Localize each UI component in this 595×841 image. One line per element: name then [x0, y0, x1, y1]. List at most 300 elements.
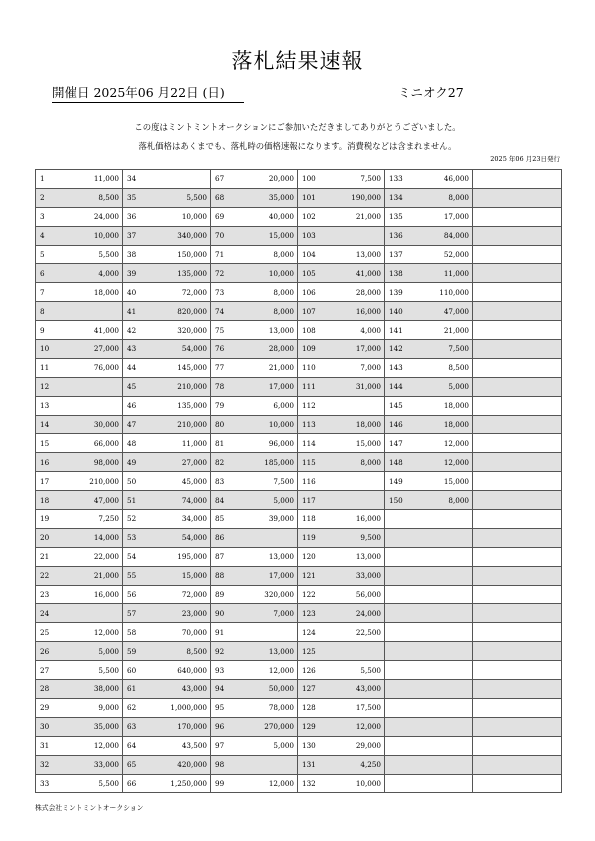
lot-number: 63 [123, 717, 147, 736]
winning-price: 18,000 [409, 415, 473, 434]
winning-price: 7,500 [409, 340, 473, 359]
lot-number: 76 [211, 340, 235, 359]
empty-cell [473, 472, 562, 491]
winning-price: 640,000 [147, 661, 211, 680]
table-row [36, 528, 562, 547]
lot-number: 146 [385, 415, 409, 434]
winning-price: 47,000 [409, 302, 473, 321]
lot-number: 106 [298, 283, 322, 302]
winning-price: 210,000 [147, 377, 211, 396]
lot-number: 34 [123, 170, 147, 189]
table-row [36, 188, 562, 207]
lot-number: 114 [298, 434, 322, 453]
lot-number: 23 [36, 585, 60, 604]
lot-number: 129 [298, 717, 322, 736]
table-row [36, 491, 562, 510]
empty-cell [473, 510, 562, 529]
winning-price [322, 226, 385, 245]
winning-price: 17,000 [322, 340, 385, 359]
lot-number: 32 [36, 755, 60, 774]
lot-number: 20 [36, 528, 60, 547]
empty-cell [473, 321, 562, 340]
winning-price: 28,000 [235, 340, 298, 359]
table-row [36, 774, 562, 793]
lot-number: 109 [298, 340, 322, 359]
lot-number: 142 [385, 340, 409, 359]
empty-cell [473, 396, 562, 415]
winning-price: 47,000 [60, 491, 123, 510]
lot-number [385, 585, 409, 604]
winning-price: 1,000,000 [147, 698, 211, 717]
lot-number: 110 [298, 358, 322, 377]
empty-cell [473, 264, 562, 283]
winning-price: 10,000 [147, 207, 211, 226]
winning-price [322, 396, 385, 415]
lot-number: 56 [123, 585, 147, 604]
winning-price: 210,000 [147, 415, 211, 434]
lot-number: 31 [36, 736, 60, 755]
lot-number [385, 547, 409, 566]
winning-price [409, 755, 473, 774]
winning-price: 33,000 [322, 566, 385, 585]
lot-number: 144 [385, 377, 409, 396]
empty-cell [473, 170, 562, 189]
winning-price [235, 755, 298, 774]
winning-price: 8,500 [409, 358, 473, 377]
winning-price: 8,000 [235, 245, 298, 264]
winning-price: 4,000 [322, 321, 385, 340]
winning-price: 16,000 [60, 585, 123, 604]
winning-price: 4,250 [322, 755, 385, 774]
winning-price: 8,500 [60, 188, 123, 207]
lot-number: 52 [123, 510, 147, 529]
lot-number: 150 [385, 491, 409, 510]
winning-price: 27,000 [147, 453, 211, 472]
winning-price: 72,000 [147, 283, 211, 302]
lot-number: 12 [36, 377, 60, 396]
winning-price: 8,000 [322, 453, 385, 472]
lot-number [385, 623, 409, 642]
lot-number: 4 [36, 226, 60, 245]
lot-number: 51 [123, 491, 147, 510]
lot-number: 8 [36, 302, 60, 321]
lot-number: 13 [36, 396, 60, 415]
table-row [36, 717, 562, 736]
lot-number: 30 [36, 717, 60, 736]
winning-price [409, 604, 473, 623]
lot-number [385, 528, 409, 547]
winning-price: 21,000 [322, 207, 385, 226]
auction-name: ミニオク27 [398, 85, 464, 100]
winning-price: 8,500 [147, 642, 211, 661]
lot-number: 2 [36, 188, 60, 207]
lot-number: 81 [211, 434, 235, 453]
lot-number: 65 [123, 755, 147, 774]
lot-number: 136 [385, 226, 409, 245]
lot-number: 11 [36, 358, 60, 377]
lot-number: 17 [36, 472, 60, 491]
lot-number: 141 [385, 321, 409, 340]
lot-number [385, 604, 409, 623]
winning-price [409, 642, 473, 661]
winning-price: 320,000 [235, 585, 298, 604]
winning-price: 11,000 [147, 434, 211, 453]
winning-price: 8,000 [409, 188, 473, 207]
lot-number: 85 [211, 510, 235, 529]
winning-price [409, 717, 473, 736]
lot-number: 53 [123, 528, 147, 547]
winning-price: 12,000 [60, 623, 123, 642]
auction-date: 開催日 2025年06 月22日 (日) [52, 83, 244, 103]
winning-price: 195,000 [147, 547, 211, 566]
lot-number: 105 [298, 264, 322, 283]
winning-price [60, 302, 123, 321]
lot-number: 67 [211, 170, 235, 189]
lot-number: 69 [211, 207, 235, 226]
lot-number: 14 [36, 415, 60, 434]
lot-number: 47 [123, 415, 147, 434]
lot-number: 40 [123, 283, 147, 302]
winning-price: 320,000 [147, 321, 211, 340]
winning-price: 270,000 [235, 717, 298, 736]
lot-number: 73 [211, 283, 235, 302]
winning-price: 13,000 [235, 642, 298, 661]
results-body [36, 170, 562, 793]
lot-number: 43 [123, 340, 147, 359]
table-row [36, 340, 562, 359]
winning-price: 12,000 [235, 661, 298, 680]
lot-number: 86 [211, 528, 235, 547]
lot-number: 39 [123, 264, 147, 283]
winning-price: 5,000 [235, 491, 298, 510]
lot-number: 82 [211, 453, 235, 472]
lot-number [385, 755, 409, 774]
lot-number: 111 [298, 377, 322, 396]
winning-price: 21,000 [409, 321, 473, 340]
lot-number: 42 [123, 321, 147, 340]
lot-number: 25 [36, 623, 60, 642]
winning-price: 820,000 [147, 302, 211, 321]
lot-number: 100 [298, 170, 322, 189]
winning-price [409, 661, 473, 680]
winning-price: 39,000 [235, 510, 298, 529]
table-row [36, 623, 562, 642]
table-row [36, 226, 562, 245]
winning-price: 54,000 [147, 340, 211, 359]
empty-cell [473, 698, 562, 717]
lot-number: 131 [298, 755, 322, 774]
lot-number: 140 [385, 302, 409, 321]
lot-number: 127 [298, 680, 322, 699]
lot-number: 77 [211, 358, 235, 377]
empty-cell [473, 340, 562, 359]
winning-price: 22,000 [60, 547, 123, 566]
table-row [36, 453, 562, 472]
lot-number: 46 [123, 396, 147, 415]
winning-price: 43,000 [322, 680, 385, 699]
lot-number: 149 [385, 472, 409, 491]
winning-price: 340,000 [147, 226, 211, 245]
lot-number: 96 [211, 717, 235, 736]
lot-number: 5 [36, 245, 60, 264]
empty-cell [473, 302, 562, 321]
empty-cell [473, 736, 562, 755]
lot-number: 145 [385, 396, 409, 415]
winning-price: 5,500 [60, 774, 123, 793]
winning-price [409, 528, 473, 547]
lot-number: 59 [123, 642, 147, 661]
winning-price: 5,000 [60, 642, 123, 661]
lot-number [385, 774, 409, 793]
table-row [36, 604, 562, 623]
winning-price: 30,000 [60, 415, 123, 434]
lot-number: 66 [123, 774, 147, 793]
winning-price: 190,000 [322, 188, 385, 207]
winning-price [409, 698, 473, 717]
lot-number: 139 [385, 283, 409, 302]
lot-number: 108 [298, 321, 322, 340]
winning-price: 18,000 [60, 283, 123, 302]
empty-cell [473, 377, 562, 396]
table-row [36, 585, 562, 604]
winning-price: 13,000 [235, 321, 298, 340]
lot-number: 15 [36, 434, 60, 453]
table-row [36, 680, 562, 699]
lot-number: 70 [211, 226, 235, 245]
winning-price: 28,000 [322, 283, 385, 302]
lot-number: 35 [123, 188, 147, 207]
lot-number: 87 [211, 547, 235, 566]
lot-number: 54 [123, 547, 147, 566]
lot-number: 38 [123, 245, 147, 264]
lot-number: 18 [36, 491, 60, 510]
empty-cell [473, 680, 562, 699]
winning-price [235, 623, 298, 642]
lot-number: 33 [36, 774, 60, 793]
table-row [36, 264, 562, 283]
table-row [36, 358, 562, 377]
winning-price [409, 510, 473, 529]
empty-cell [473, 566, 562, 585]
winning-price: 43,000 [147, 680, 211, 699]
empty-cell [473, 642, 562, 661]
lot-number: 9 [36, 321, 60, 340]
winning-price [60, 604, 123, 623]
thank-you-message: この度はミントミントオークションにご参加いただきましてありがとうございました。 [134, 122, 461, 132]
winning-price: 22,500 [322, 623, 385, 642]
lot-number: 135 [385, 207, 409, 226]
winning-price: 1,250,000 [147, 774, 211, 793]
empty-cell [473, 585, 562, 604]
lot-number: 107 [298, 302, 322, 321]
lot-number: 103 [298, 226, 322, 245]
winning-price: 56,000 [322, 585, 385, 604]
empty-cell [473, 415, 562, 434]
winning-price: 8,000 [235, 283, 298, 302]
price-note-message: 落札価格はあくまでも、落札時の価格速報になります。消費税などは含まれません。 [138, 141, 457, 151]
table-row [36, 547, 562, 566]
winning-price: 185,000 [235, 453, 298, 472]
lot-number: 49 [123, 453, 147, 472]
lot-number: 79 [211, 396, 235, 415]
winning-price: 15,000 [322, 434, 385, 453]
lot-number: 124 [298, 623, 322, 642]
table-row [36, 755, 562, 774]
lot-number [385, 642, 409, 661]
lot-number: 134 [385, 188, 409, 207]
lot-number: 37 [123, 226, 147, 245]
lot-number: 80 [211, 415, 235, 434]
table-row [36, 170, 562, 189]
empty-cell [473, 226, 562, 245]
winning-price: 34,000 [147, 510, 211, 529]
winning-price [409, 566, 473, 585]
winning-price: 15,000 [147, 566, 211, 585]
winning-price: 18,000 [409, 396, 473, 415]
winning-price [322, 491, 385, 510]
winning-price: 5,500 [322, 661, 385, 680]
table-row [36, 472, 562, 491]
table-row [36, 510, 562, 529]
empty-cell [473, 188, 562, 207]
winning-price: 7,500 [322, 170, 385, 189]
winning-price: 13,000 [322, 547, 385, 566]
winning-price: 66,000 [60, 434, 123, 453]
empty-cell [473, 491, 562, 510]
winning-price: 11,000 [409, 264, 473, 283]
lot-number: 88 [211, 566, 235, 585]
lot-number: 22 [36, 566, 60, 585]
empty-cell [473, 547, 562, 566]
lot-number: 21 [36, 547, 60, 566]
lot-number: 113 [298, 415, 322, 434]
empty-cell [473, 358, 562, 377]
lot-number: 97 [211, 736, 235, 755]
winning-price: 41,000 [60, 321, 123, 340]
table-row [36, 207, 562, 226]
lot-number: 89 [211, 585, 235, 604]
table-row [36, 302, 562, 321]
empty-cell [473, 717, 562, 736]
lot-number: 16 [36, 453, 60, 472]
lot-number: 62 [123, 698, 147, 717]
winning-price [60, 377, 123, 396]
winning-price: 78,000 [235, 698, 298, 717]
winning-price: 74,000 [147, 491, 211, 510]
table-row [36, 396, 562, 415]
winning-price: 8,000 [235, 302, 298, 321]
lot-number: 121 [298, 566, 322, 585]
lot-number: 71 [211, 245, 235, 264]
winning-price: 9,500 [322, 528, 385, 547]
table-row [36, 434, 562, 453]
winning-price: 10,000 [235, 264, 298, 283]
empty-cell [473, 434, 562, 453]
winning-price: 35,000 [60, 717, 123, 736]
winning-price: 72,000 [147, 585, 211, 604]
winning-price [322, 642, 385, 661]
winning-price: 20,000 [235, 170, 298, 189]
winning-price: 9,000 [60, 698, 123, 717]
winning-price: 7,250 [60, 510, 123, 529]
winning-price: 5,000 [409, 377, 473, 396]
lot-number: 75 [211, 321, 235, 340]
table-row [36, 566, 562, 585]
lot-number: 55 [123, 566, 147, 585]
winning-price [409, 623, 473, 642]
lot-number: 99 [211, 774, 235, 793]
lot-number: 72 [211, 264, 235, 283]
company-name: 株式会社ミントミントオークション [35, 804, 144, 812]
lot-number: 64 [123, 736, 147, 755]
winning-price: 76,000 [60, 358, 123, 377]
winning-price: 31,000 [322, 377, 385, 396]
table-row [36, 377, 562, 396]
lot-number: 130 [298, 736, 322, 755]
lot-number: 98 [211, 755, 235, 774]
lot-number: 74 [211, 302, 235, 321]
winning-price: 17,000 [235, 566, 298, 585]
lot-number [385, 566, 409, 585]
results-table [35, 169, 562, 793]
winning-price: 21,000 [235, 358, 298, 377]
winning-price: 29,000 [322, 736, 385, 755]
winning-price: 150,000 [147, 245, 211, 264]
lot-number: 116 [298, 472, 322, 491]
winning-price: 7,000 [235, 604, 298, 623]
lot-number: 10 [36, 340, 60, 359]
empty-cell [473, 604, 562, 623]
winning-price: 70,000 [147, 623, 211, 642]
winning-price: 50,000 [235, 680, 298, 699]
winning-price: 21,000 [60, 566, 123, 585]
lot-number: 143 [385, 358, 409, 377]
winning-price: 12,000 [235, 774, 298, 793]
winning-price [322, 472, 385, 491]
winning-price: 96,000 [235, 434, 298, 453]
lot-number: 61 [123, 680, 147, 699]
winning-price: 12,000 [322, 717, 385, 736]
lot-number: 94 [211, 680, 235, 699]
winning-price: 43,500 [147, 736, 211, 755]
lot-number: 115 [298, 453, 322, 472]
lot-number: 36 [123, 207, 147, 226]
winning-price: 5,000 [235, 736, 298, 755]
empty-cell [473, 623, 562, 642]
winning-price: 11,000 [60, 170, 123, 189]
winning-price: 45,000 [147, 472, 211, 491]
page-title: 落札結果速報 [231, 49, 364, 73]
winning-price: 8,000 [409, 491, 473, 510]
lot-number: 26 [36, 642, 60, 661]
lot-number: 29 [36, 698, 60, 717]
lot-number: 7 [36, 283, 60, 302]
lot-number: 93 [211, 661, 235, 680]
winning-price: 17,000 [409, 207, 473, 226]
winning-price: 16,000 [322, 510, 385, 529]
winning-price: 12,000 [409, 434, 473, 453]
lot-number: 44 [123, 358, 147, 377]
winning-price: 35,000 [235, 188, 298, 207]
lot-number: 68 [211, 188, 235, 207]
winning-price [409, 547, 473, 566]
lot-number: 28 [36, 680, 60, 699]
lot-number: 83 [211, 472, 235, 491]
table-row [36, 283, 562, 302]
winning-price: 6,000 [235, 396, 298, 415]
winning-price: 13,000 [322, 245, 385, 264]
lot-number: 24 [36, 604, 60, 623]
